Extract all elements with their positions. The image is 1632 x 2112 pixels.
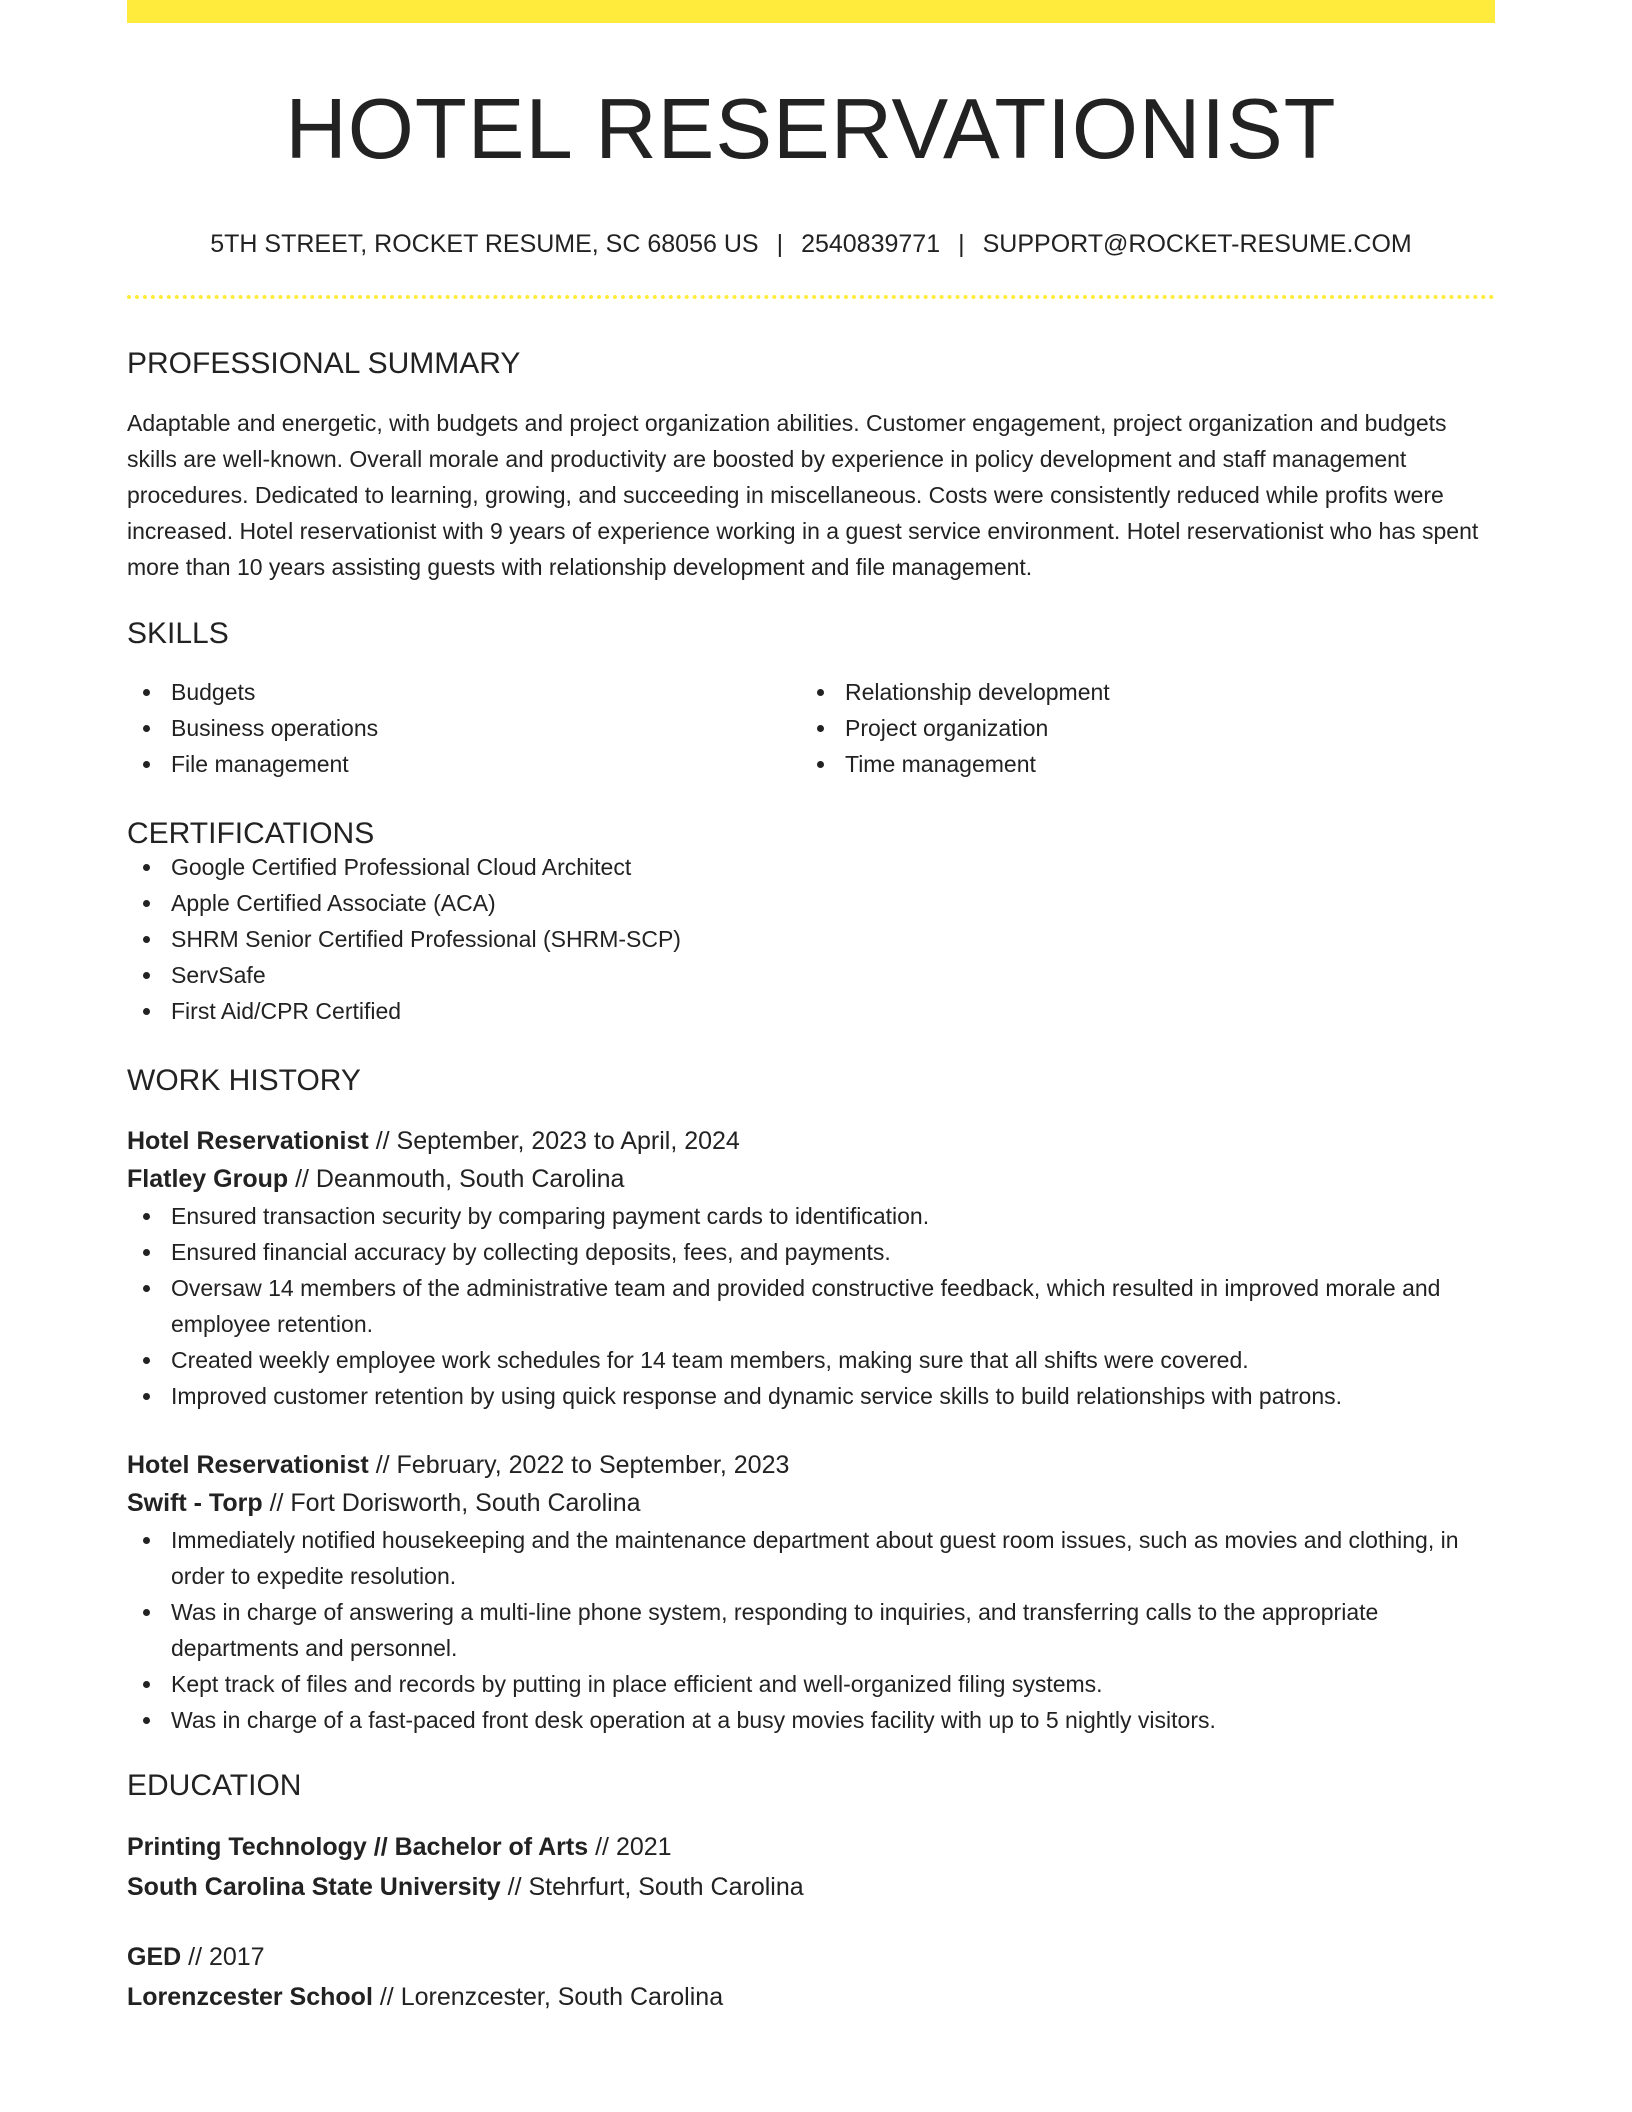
certification-item: Apple Certified Associate (ACA) <box>127 885 1495 921</box>
certifications-list <box>127 849 1495 1029</box>
job-role-line <box>127 1446 1495 1484</box>
skills-section-title: SKILLS <box>127 617 229 650</box>
certification-item: First Aid/CPR Certified <box>127 993 1495 1029</box>
job-company-line <box>127 1484 1495 1522</box>
accent-top-bar <box>127 0 1495 23</box>
contact-phone: 2540839771 <box>801 230 941 258</box>
skills-column-left <box>127 674 801 782</box>
job-location: // Fort Dorisworth, South Carolina <box>262 1489 641 1517</box>
education-year: // 2017 <box>181 1943 265 1971</box>
job-company: Flatley Group <box>127 1165 289 1193</box>
job-duty-item: Created weekly employee work schedules for 14 team members, making sure that all shifts were covered. <box>127 1342 1495 1378</box>
education-degree: GED <box>127 1943 182 1971</box>
education-degree-line <box>127 1827 1495 1867</box>
resume-page <box>127 0 1495 2017</box>
skill-item: Relationship development <box>801 674 1475 710</box>
job-duty-item: Oversaw 14 members of the administrative team and provided constructive feedback, which resulted in improved morale and employee retention. <box>127 1270 1495 1342</box>
job-duty-item: Ensured financial accuracy by collecting deposits, fees, and payments. <box>127 1234 1495 1270</box>
job-role-line <box>127 1122 1495 1160</box>
certifications-section-title: CERTIFICATIONS <box>127 817 375 850</box>
job-role: Hotel Reservationist <box>127 1127 369 1155</box>
contact-line <box>127 232 1495 257</box>
job-duty-item: Immediately notified housekeeping and the maintenance department about guest room issues, such as movies and clothing, in order to expedite resolution. <box>127 1522 1495 1594</box>
education-section-title: EDUCATION <box>127 1769 302 1802</box>
job-duty-item: Improved customer retention by using quick response and dynamic service skills to build relationships with patrons. <box>127 1378 1495 1414</box>
skill-item: File management <box>127 746 801 782</box>
education-school-line <box>127 1977 1495 2017</box>
job-role: Hotel Reservationist <box>127 1451 369 1479</box>
education-school: Lorenzcester School <box>127 1983 373 2011</box>
summary-paragraph: Adaptable and energetic, with budgets and project organization abilities. Customer engagement, project organization and budgets skills are well-known. Overall morale and productivity are boosted by experience in policy development and staff management procedures. Dedicated to learning, growing, and succeeding in miscellaneous. Costs were consistently reduced while profits were increased. Hotel reservationist with 9 years of experience working in a guest service environment. Hotel reservationist who has spent more than 10 years assisting guests with relationship development and file management. <box>127 410 1479 580</box>
education-year: // 2021 <box>588 1833 672 1861</box>
skill-item: Budgets <box>127 674 801 710</box>
job-duty-item: Ensured transaction security by comparing payment cards to identification. <box>127 1198 1495 1234</box>
job-company-line <box>127 1160 1495 1198</box>
job-dates: // February, 2022 to September, 2023 <box>368 1451 790 1479</box>
education-location: // Lorenzcester, South Carolina <box>372 1983 724 2011</box>
resume-name-heading: HOTEL RESERVATIONIST <box>285 82 1337 177</box>
education-degree: Printing Technology // Bachelor of Arts <box>127 1833 589 1861</box>
contact-separator: | <box>776 230 784 258</box>
education-school: South Carolina State University <box>127 1873 501 1901</box>
contact-email: SUPPORT@ROCKET-RESUME.COM <box>982 230 1412 258</box>
certification-item: SHRM Senior Certified Professional (SHRM-SCP) <box>127 921 1495 957</box>
education-location: // Stehrfurt, South Carolina <box>500 1873 804 1901</box>
skill-item: Time management <box>801 746 1475 782</box>
certification-item: Google Certified Professional Cloud Architect <box>127 849 1495 885</box>
job-duties-list <box>127 1522 1495 1738</box>
skills-grid <box>127 674 1495 782</box>
job-duties-list <box>127 1198 1495 1414</box>
summary-section-title: PROFESSIONAL SUMMARY <box>127 347 521 380</box>
job-duty-item: Was in charge of a fast-paced front desk operation at a busy movies facility with up to 5 nightly visitors. <box>127 1702 1495 1738</box>
certification-item: ServSafe <box>127 957 1495 993</box>
skill-item: Project organization <box>801 710 1475 746</box>
education-school-line <box>127 1867 1495 1907</box>
job-duty-item: Was in charge of answering a multi-line phone system, responding to inquiries, and transferring calls to the appropriate departments and personnel. <box>127 1594 1495 1666</box>
job-duty-item: Kept track of files and records by putting in place efficient and well-organized filing systems. <box>127 1666 1495 1702</box>
job-dates: // September, 2023 to April, 2024 <box>368 1127 740 1155</box>
dotted-divider <box>127 295 1495 299</box>
education-degree-line <box>127 1937 1495 1977</box>
job-company: Swift - Torp <box>127 1489 263 1517</box>
skills-column-right <box>801 674 1475 782</box>
skill-item: Business operations <box>127 710 801 746</box>
contact-separator: | <box>958 230 965 258</box>
work-history-section-title: WORK HISTORY <box>127 1064 361 1097</box>
job-location: // Deanmouth, South Carolina <box>288 1165 625 1193</box>
contact-address: 5TH STREET, ROCKET RESUME, SC 68056 US <box>210 230 759 258</box>
